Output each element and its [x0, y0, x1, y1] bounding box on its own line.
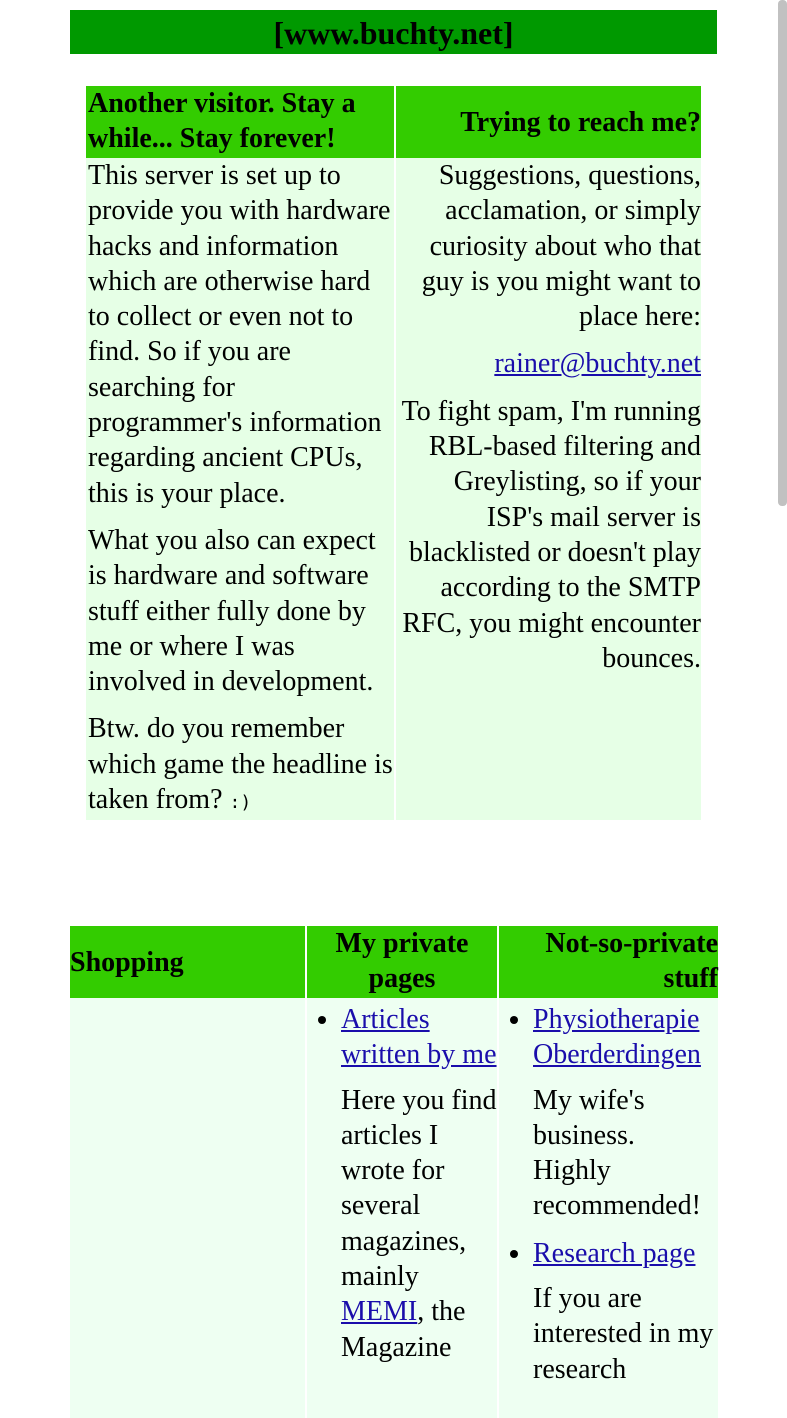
list-item: [533, 1002, 718, 1224]
intro-right-cell: [395, 158, 701, 820]
research-page-link[interactable]: Research page: [533, 1237, 696, 1269]
physiotherapie-link[interactable]: Physiotherapie Oberderdingen: [533, 1004, 701, 1071]
articles-desc-text: Here you find articles I wrote for several magazines, mainly: [341, 1084, 497, 1293]
email-paragraph: [396, 346, 701, 381]
spam-notice: To fight spam, I'm running RBL-based filtering and Greylisting, so if your ISP's mail server is blacklisted or doesn't play according to the SMTP RFC, you might encounter bounces.: [401, 395, 701, 674]
shopping-header: Shopping: [70, 926, 306, 998]
list-item: [533, 1236, 718, 1387]
articles-description: [341, 1083, 497, 1365]
intro-left-cell: [86, 158, 395, 820]
not-so-private-list: [499, 1002, 718, 1387]
contact-text: Suggestions, questions, acclamation, or simply curiosity about who that guy is you might want to place here:: [421, 160, 701, 333]
intro-table: [86, 86, 701, 820]
shopping-cell: [70, 998, 306, 1418]
smiley-icon: :): [229, 792, 252, 814]
intro-paragraph: What you also can expect is hardware and software stuff either fully done by me or where I was involved in development.: [88, 524, 376, 698]
articles-link[interactable]: Articles written by me: [341, 1004, 497, 1071]
intro-left-header: Another visitor. Stay a while... Stay forever!: [86, 86, 395, 158]
sections-table: [70, 926, 718, 1418]
research-description: If you are interested in my research: [533, 1283, 714, 1385]
physiotherapie-description: My wife's business. Highly recommended!: [533, 1084, 701, 1222]
private-pages-header: My private pages: [306, 926, 498, 998]
articles-desc-tail: , the Magazine: [341, 1296, 466, 1363]
site-banner: [70, 10, 717, 54]
memi-link[interactable]: MEMI: [341, 1296, 418, 1328]
intro-right-header: Trying to reach me?: [395, 86, 701, 158]
site-title: [www.buchty.net]: [273, 15, 514, 51]
email-link[interactable]: rainer@buchty.net: [494, 348, 701, 380]
private-pages-list: [307, 1002, 497, 1365]
list-item: [341, 1002, 497, 1365]
private-pages-cell: [306, 998, 498, 1418]
page-scrollbar[interactable]: [778, 0, 787, 506]
question-text: Btw. do you remember which game the headline is taken from?: [88, 713, 393, 816]
not-so-private-header: Not-so-private stuff: [498, 926, 718, 998]
intro-paragraph-question: [88, 711, 394, 820]
intro-paragraph: This server is set up to provide you with hardware hacks and information which are otherwise hard to collect or even not to find. So if you are searching for programmer's information regarding ancient CPUs, this is your place.: [88, 160, 391, 509]
not-so-private-cell: [498, 998, 718, 1418]
